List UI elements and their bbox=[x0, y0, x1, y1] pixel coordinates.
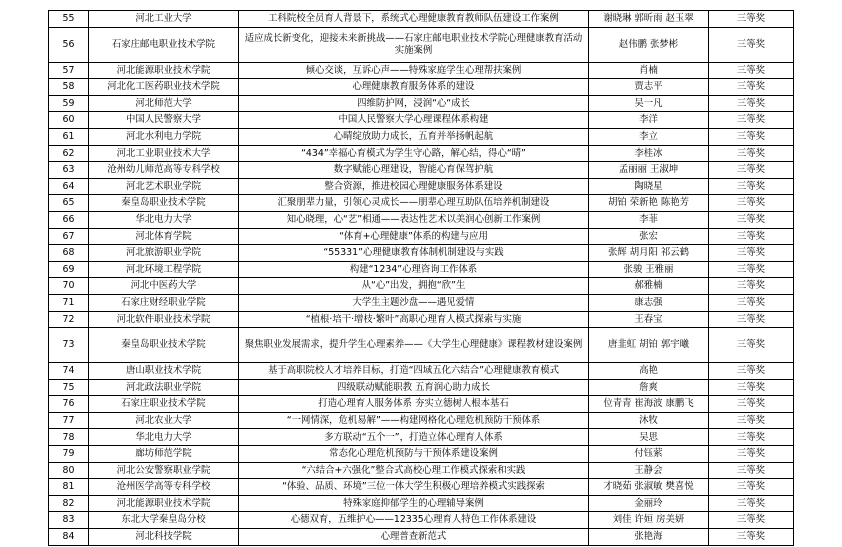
cell-number: 75 bbox=[49, 379, 89, 396]
cell-number: 70 bbox=[49, 278, 89, 295]
table-row bbox=[49, 412, 794, 429]
cell-school: 中国人民警察大学 bbox=[89, 112, 239, 129]
cell-authors: 吴思 bbox=[589, 429, 709, 446]
table-row bbox=[49, 429, 794, 446]
cell-award: 三等奖 bbox=[709, 328, 794, 363]
cell-case-title: 四级联动赋能职教 五育润心助力成长 bbox=[239, 379, 589, 396]
cell-school: 石家庄邮电职业技术学院 bbox=[89, 27, 239, 62]
cell-case-title: 心理健康教育服务体系的建设 bbox=[239, 79, 589, 96]
cell-case-title: “一网情深，危机易解”——构建网格化心理危机预防干预体系 bbox=[239, 412, 589, 429]
cell-case-title: 从“心”出发，拥抱“欣”生 bbox=[239, 278, 589, 295]
cell-award: 三等奖 bbox=[709, 211, 794, 228]
table-row bbox=[49, 27, 794, 62]
cell-case-title: “434”幸福心育模式为学生守心路，解心结，得心“晴” bbox=[239, 145, 589, 162]
cell-authors: 李菲 bbox=[589, 211, 709, 228]
cell-authors: 张辉 胡月阳 祁云鹤 bbox=[589, 245, 709, 262]
cell-school: 廊坊师范学院 bbox=[89, 446, 239, 463]
cell-school: 华北电力大学 bbox=[89, 211, 239, 228]
cell-school: 秦皇岛职业技术学院 bbox=[89, 328, 239, 363]
table-row bbox=[49, 79, 794, 96]
cell-case-title: 适应成长新变化，迎接未来新挑战——石家庄邮电职业技术学院心理健康教育活动实施案例 bbox=[239, 27, 589, 62]
cell-school: 河北旅游职业学院 bbox=[89, 245, 239, 262]
cell-case-title: 聚焦职业发展需求，提升学生心理素养——《大学生心理健康》课程教材建设案例 bbox=[239, 328, 589, 363]
cell-number: 81 bbox=[49, 479, 89, 496]
table-row bbox=[49, 479, 794, 496]
cell-school: 沧州幼儿师范高等专科学校 bbox=[89, 162, 239, 179]
cell-award: 三等奖 bbox=[709, 95, 794, 112]
cell-authors: 张艳海 bbox=[589, 529, 709, 546]
cell-authors: 王春宝 bbox=[589, 311, 709, 328]
cell-number: 69 bbox=[49, 261, 89, 278]
cell-case-title: “植根·培干·增枝·繁叶”高职心理育人模式探索与实施 bbox=[239, 311, 589, 328]
cell-case-title: 构建“1234”心理咨询工作体系 bbox=[239, 261, 589, 278]
cell-authors: 胡铂 荣新艳 陈艳芳 bbox=[589, 195, 709, 212]
table-row bbox=[49, 178, 794, 195]
cell-authors: 吴一凡 bbox=[589, 95, 709, 112]
cell-authors: 李洋 bbox=[589, 112, 709, 129]
table-row bbox=[49, 128, 794, 145]
cell-school: 秦皇岛职业技术学院 bbox=[89, 195, 239, 212]
cell-authors: 郝雅楠 bbox=[589, 278, 709, 295]
cell-authors: 王静会 bbox=[589, 462, 709, 479]
cell-authors: 李立 bbox=[589, 128, 709, 145]
cell-case-title: 常态化心理危机预防与干预体系建设案例 bbox=[239, 446, 589, 463]
cell-number: 71 bbox=[49, 294, 89, 311]
cell-case-title: 打造心理育人服务体系 夯实立德树人根本基石 bbox=[239, 396, 589, 413]
table-row bbox=[49, 529, 794, 546]
cell-number: 76 bbox=[49, 396, 89, 413]
cell-school: 河北中医药大学 bbox=[89, 278, 239, 295]
cell-school: 东北大学秦皇岛分校 bbox=[89, 512, 239, 529]
table-row bbox=[49, 363, 794, 380]
cell-case-title: 汇聚朋辈力量，引领心灵成长——朋辈心理互助队伍培养机制建设 bbox=[239, 195, 589, 212]
cell-school: 河北工业大学 bbox=[89, 11, 239, 28]
cell-authors: 孟丽丽 王淑坤 bbox=[589, 162, 709, 179]
cell-award: 三等奖 bbox=[709, 11, 794, 28]
cell-case-title: 整合资源，推进校园心理健康服务体系建设 bbox=[239, 178, 589, 195]
cell-number: 59 bbox=[49, 95, 89, 112]
cell-award: 三等奖 bbox=[709, 228, 794, 245]
cell-authors: 高艳 bbox=[589, 363, 709, 380]
cell-authors: 刘佳 许姮 房美妍 bbox=[589, 512, 709, 529]
cell-number: 64 bbox=[49, 178, 89, 195]
cell-school: 河北能源职业技术学院 bbox=[89, 495, 239, 512]
cell-case-title: 工科院校全员育人背景下，系统式心理健康教育教师队伍建设工作案例 bbox=[239, 11, 589, 28]
cell-award: 三等奖 bbox=[709, 429, 794, 446]
cell-authors: 康志强 bbox=[589, 294, 709, 311]
cell-award: 三等奖 bbox=[709, 278, 794, 295]
table-row bbox=[49, 195, 794, 212]
cell-award: 三等奖 bbox=[709, 446, 794, 463]
cell-school: 河北农业大学 bbox=[89, 412, 239, 429]
cell-school: 唐山职业技术学院 bbox=[89, 363, 239, 380]
cell-number: 80 bbox=[49, 462, 89, 479]
table-row bbox=[49, 245, 794, 262]
table-row bbox=[49, 311, 794, 328]
cell-number: 78 bbox=[49, 429, 89, 446]
cell-school: 石家庄财经职业学院 bbox=[89, 294, 239, 311]
cell-authors: 张宏 bbox=[589, 228, 709, 245]
cell-authors: 谢晓琳 郭昕雨 赵玉翠 bbox=[589, 11, 709, 28]
cell-award: 三等奖 bbox=[709, 479, 794, 496]
cell-school: 河北师范大学 bbox=[89, 95, 239, 112]
table-row bbox=[49, 228, 794, 245]
cell-number: 68 bbox=[49, 245, 89, 262]
cell-number: 67 bbox=[49, 228, 89, 245]
cell-school: 河北科技学院 bbox=[89, 529, 239, 546]
table-row bbox=[49, 145, 794, 162]
awards-table-body bbox=[49, 11, 794, 546]
cell-number: 55 bbox=[49, 11, 89, 28]
cell-authors: 付钰萦 bbox=[589, 446, 709, 463]
table-row bbox=[49, 512, 794, 529]
cell-case-title: “体育+心理健康”体系的构建与应用 bbox=[239, 228, 589, 245]
cell-school: 河北环境工程学院 bbox=[89, 261, 239, 278]
cell-case-title: 数字赋能心理建设，智能心育保驾护航 bbox=[239, 162, 589, 179]
cell-case-title: 多方联动“五个一”，打造立体心理育人体系 bbox=[239, 429, 589, 446]
cell-case-title: 心晴绽放助力成长，五育并举扬帆起航 bbox=[239, 128, 589, 145]
cell-number: 65 bbox=[49, 195, 89, 212]
cell-school: 华北电力大学 bbox=[89, 429, 239, 446]
table-row bbox=[49, 211, 794, 228]
cell-case-title: 大学生主题沙盘——遇见爱情 bbox=[239, 294, 589, 311]
cell-number: 66 bbox=[49, 211, 89, 228]
cell-number: 57 bbox=[49, 62, 89, 79]
table-row bbox=[49, 62, 794, 79]
cell-authors: 赵伟鹏 张梦彬 bbox=[589, 27, 709, 62]
cell-number: 60 bbox=[49, 112, 89, 129]
cell-number: 77 bbox=[49, 412, 89, 429]
cell-number: 79 bbox=[49, 446, 89, 463]
table-row bbox=[49, 396, 794, 413]
cell-case-title: 特殊家庭抑郁学生的心理辅导案例 bbox=[239, 495, 589, 512]
cell-number: 72 bbox=[49, 311, 89, 328]
cell-case-title: “六结合+六强化”整合式高校心理工作模式探索和实践 bbox=[239, 462, 589, 479]
cell-award: 三等奖 bbox=[709, 495, 794, 512]
cell-case-title: 倾心交谈，互诉心声——特殊家庭学生心理帮扶案例 bbox=[239, 62, 589, 79]
cell-authors: 贾志平 bbox=[589, 79, 709, 96]
cell-school: 河北政法职业学院 bbox=[89, 379, 239, 396]
cell-number: 62 bbox=[49, 145, 89, 162]
cell-number: 73 bbox=[49, 328, 89, 363]
cell-case-title: 四维防护网，浸润“心“成长 bbox=[239, 95, 589, 112]
cell-authors: 唐韭虹 胡铂 郭宇曦 bbox=[589, 328, 709, 363]
table-row bbox=[49, 379, 794, 396]
cell-number: 83 bbox=[49, 512, 89, 529]
cell-award: 三等奖 bbox=[709, 412, 794, 429]
cell-school: 石家庄职业技术学院 bbox=[89, 396, 239, 413]
cell-school: 河北软件职业技术学院 bbox=[89, 311, 239, 328]
cell-number: 61 bbox=[49, 128, 89, 145]
table-row bbox=[49, 162, 794, 179]
cell-award: 三等奖 bbox=[709, 311, 794, 328]
cell-number: 74 bbox=[49, 363, 89, 380]
cell-award: 三等奖 bbox=[709, 294, 794, 311]
cell-authors: 李桂冰 bbox=[589, 145, 709, 162]
cell-award: 三等奖 bbox=[709, 529, 794, 546]
cell-authors: 才晓茹 张淑敏 樊喜悦 bbox=[589, 479, 709, 496]
cell-school: 河北能源职业技术学院 bbox=[89, 62, 239, 79]
cell-award: 三等奖 bbox=[709, 112, 794, 129]
cell-number: 84 bbox=[49, 529, 89, 546]
cell-award: 三等奖 bbox=[709, 363, 794, 380]
cell-award: 三等奖 bbox=[709, 195, 794, 212]
table-row bbox=[49, 95, 794, 112]
cell-award: 三等奖 bbox=[709, 512, 794, 529]
cell-award: 三等奖 bbox=[709, 79, 794, 96]
table-row bbox=[49, 495, 794, 512]
cell-case-title: “55331”心理健康教育体制机制建设与实践 bbox=[239, 245, 589, 262]
cell-award: 三等奖 bbox=[709, 145, 794, 162]
cell-number: 56 bbox=[49, 27, 89, 62]
cell-school: 河北化工医药职业技术学院 bbox=[89, 79, 239, 96]
cell-award: 三等奖 bbox=[709, 162, 794, 179]
cell-authors: 肖楠 bbox=[589, 62, 709, 79]
cell-award: 三等奖 bbox=[709, 396, 794, 413]
table-row bbox=[49, 261, 794, 278]
table-row bbox=[49, 112, 794, 129]
cell-authors: 张骏 王雅丽 bbox=[589, 261, 709, 278]
cell-award: 三等奖 bbox=[709, 462, 794, 479]
cell-school: 河北艺术职业学院 bbox=[89, 178, 239, 195]
cell-award: 三等奖 bbox=[709, 379, 794, 396]
cell-number: 63 bbox=[49, 162, 89, 179]
cell-award: 三等奖 bbox=[709, 27, 794, 62]
awards-table bbox=[48, 10, 794, 546]
table-row bbox=[49, 11, 794, 28]
cell-case-title: 知心晓理，心“艺”相通——表达性艺术以美润心创新工作案例 bbox=[239, 211, 589, 228]
table-row bbox=[49, 294, 794, 311]
cell-case-title: 心理普查新范式 bbox=[239, 529, 589, 546]
awards-table-page bbox=[48, 10, 793, 546]
cell-number: 58 bbox=[49, 79, 89, 96]
cell-authors: 陶晓星 bbox=[589, 178, 709, 195]
cell-award: 三等奖 bbox=[709, 261, 794, 278]
cell-case-title: 心德双育，五维护心——12335心理育人特色工作体系建设 bbox=[239, 512, 589, 529]
table-row bbox=[49, 278, 794, 295]
cell-award: 三等奖 bbox=[709, 245, 794, 262]
cell-case-title: 中国人民警察大学心理课程体系构建 bbox=[239, 112, 589, 129]
cell-number: 82 bbox=[49, 495, 89, 512]
cell-award: 三等奖 bbox=[709, 128, 794, 145]
cell-school: 河北水利电力学院 bbox=[89, 128, 239, 145]
cell-school: 河北工业职业技术大学 bbox=[89, 145, 239, 162]
cell-case-title: 基于高职院校人才培养目标，打造“四域五化六结合”心理健康教育模式 bbox=[239, 363, 589, 380]
table-row bbox=[49, 328, 794, 363]
cell-award: 三等奖 bbox=[709, 62, 794, 79]
cell-case-title: “体验、品质、环境”三位一体大学生积极心理培养模式实践探索 bbox=[239, 479, 589, 496]
cell-school: 河北公安警察职业学院 bbox=[89, 462, 239, 479]
cell-authors: 詹爽 bbox=[589, 379, 709, 396]
cell-award: 三等奖 bbox=[709, 178, 794, 195]
cell-authors: 金丽玲 bbox=[589, 495, 709, 512]
cell-authors: 沐牧 bbox=[589, 412, 709, 429]
cell-school: 河北体育学院 bbox=[89, 228, 239, 245]
cell-authors: 位青青 崔海波 康鹏飞 bbox=[589, 396, 709, 413]
table-row bbox=[49, 462, 794, 479]
cell-school: 沧州医学高等专科学校 bbox=[89, 479, 239, 496]
table-row bbox=[49, 446, 794, 463]
